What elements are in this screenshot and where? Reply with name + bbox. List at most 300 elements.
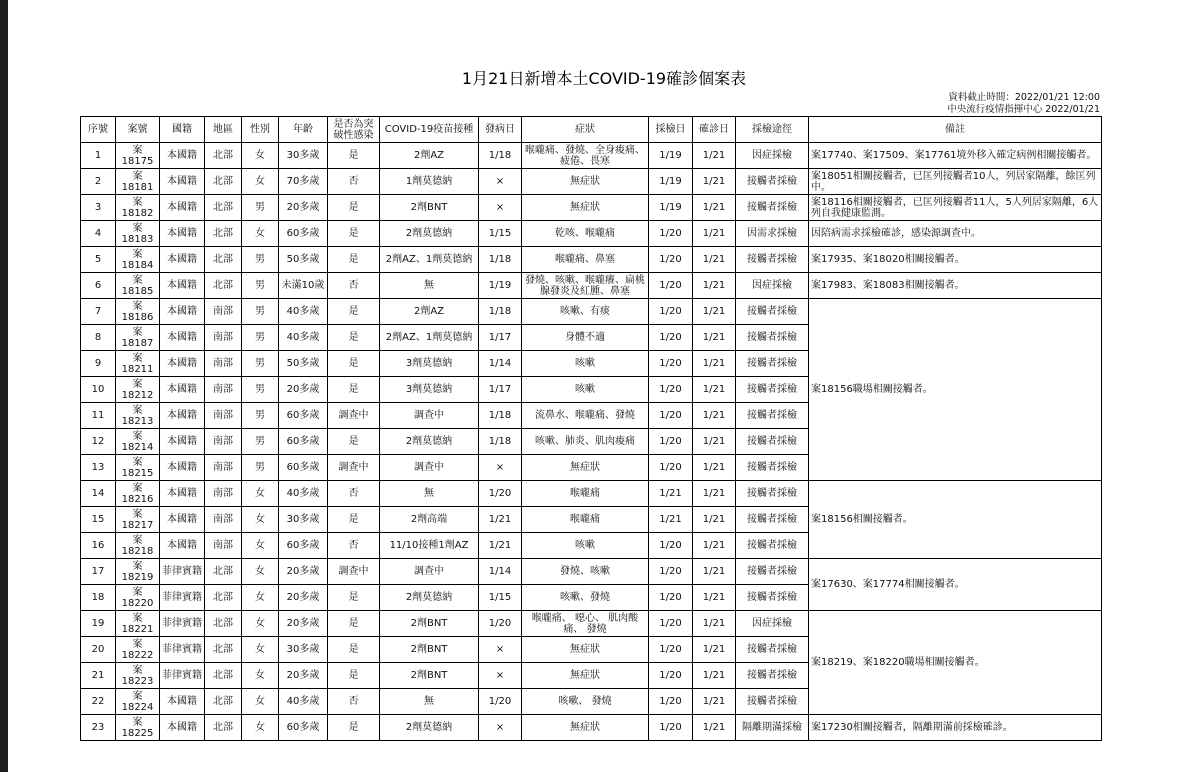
confirm-date-cell: 1/21 bbox=[693, 507, 736, 533]
vaccine-doses-cell: 無 bbox=[380, 481, 479, 507]
note-cell: 案18156職場相關接觸者。 bbox=[809, 299, 1102, 481]
confirm-date-cell: 1/21 bbox=[693, 143, 736, 169]
nationality-cell: 本國籍 bbox=[160, 273, 205, 299]
symptoms-cell: 無症狀 bbox=[522, 637, 649, 663]
case-id-cell: 案18185 bbox=[116, 273, 160, 299]
header-cell: 是否為突破性感染 bbox=[328, 117, 380, 143]
onset-date-cell: 1/17 bbox=[479, 325, 522, 351]
vaccine-doses-cell: 調查中 bbox=[380, 455, 479, 481]
symptoms-cell: 身體不適 bbox=[522, 325, 649, 351]
test-route-cell: 接觸者採檢 bbox=[736, 377, 809, 403]
symptoms-cell: 咳嗽 bbox=[522, 533, 649, 559]
test-date-cell: 1/20 bbox=[649, 637, 693, 663]
sex-cell: 女 bbox=[242, 221, 279, 247]
row-number-cell: 17 bbox=[81, 559, 116, 585]
sex-cell: 女 bbox=[242, 481, 279, 507]
test-date-cell: 1/20 bbox=[649, 715, 693, 741]
vaccine-doses-cell: 2劑AZ、1劑莫德納 bbox=[380, 325, 479, 351]
case-id-cell: 案18183 bbox=[116, 221, 160, 247]
nationality-cell: 菲律賓籍 bbox=[160, 559, 205, 585]
row-number-cell: 3 bbox=[81, 195, 116, 221]
region-cell: 南部 bbox=[205, 455, 242, 481]
symptoms-cell: 發燒、咳嗽 bbox=[522, 559, 649, 585]
case-id-cell: 案18187 bbox=[116, 325, 160, 351]
nationality-cell: 本國籍 bbox=[160, 221, 205, 247]
confirm-date-cell: 1/21 bbox=[693, 585, 736, 611]
viewer-frame-edge bbox=[0, 0, 8, 772]
note-cell: 案17983、案18083相關接觸者。 bbox=[809, 273, 1102, 299]
nationality-cell: 本國籍 bbox=[160, 403, 205, 429]
case-id-cell: 案18217 bbox=[116, 507, 160, 533]
sex-cell: 女 bbox=[242, 169, 279, 195]
confirm-date-cell: 1/21 bbox=[693, 715, 736, 741]
vaccine-doses-cell: 無 bbox=[380, 273, 479, 299]
table-row bbox=[81, 195, 1102, 221]
nationality-cell: 本國籍 bbox=[160, 715, 205, 741]
confirm-date-cell: 1/21 bbox=[693, 403, 736, 429]
sex-cell: 女 bbox=[242, 715, 279, 741]
age-group-cell: 20多歲 bbox=[279, 585, 328, 611]
test-date-cell: 1/19 bbox=[649, 195, 693, 221]
nationality-cell: 本國籍 bbox=[160, 169, 205, 195]
row-number-cell: 15 bbox=[81, 507, 116, 533]
breakthrough-status-cell: 是 bbox=[328, 585, 380, 611]
breakthrough-status-cell: 否 bbox=[328, 533, 380, 559]
test-route-cell: 接觸者採檢 bbox=[736, 299, 809, 325]
breakthrough-status-cell: 是 bbox=[328, 715, 380, 741]
table-body bbox=[81, 143, 1102, 741]
age-group-cell: 20多歲 bbox=[279, 663, 328, 689]
table-row bbox=[81, 299, 1102, 325]
symptoms-cell: 咳嗽 bbox=[522, 377, 649, 403]
case-id-cell: 案18225 bbox=[116, 715, 160, 741]
confirm-date-cell: 1/21 bbox=[693, 325, 736, 351]
test-date-cell: 1/20 bbox=[649, 351, 693, 377]
header-cell: COVID-19疫苗接種 bbox=[380, 117, 479, 143]
nationality-cell: 菲律賓籍 bbox=[160, 637, 205, 663]
header-cell: 年齡 bbox=[279, 117, 328, 143]
case-id-cell: 案18211 bbox=[116, 351, 160, 377]
age-group-cell: 60多歲 bbox=[279, 715, 328, 741]
test-date-cell: 1/20 bbox=[649, 689, 693, 715]
row-number-cell: 10 bbox=[81, 377, 116, 403]
breakthrough-status-cell: 調查中 bbox=[328, 559, 380, 585]
vaccine-doses-cell: 2劑BNT bbox=[380, 663, 479, 689]
age-group-cell: 60多歲 bbox=[279, 403, 328, 429]
breakthrough-status-cell: 是 bbox=[328, 299, 380, 325]
vaccine-doses-cell: 無 bbox=[380, 689, 479, 715]
test-route-cell: 因症採檢 bbox=[736, 273, 809, 299]
row-number-cell: 13 bbox=[81, 455, 116, 481]
header-cell: 案號 bbox=[116, 117, 160, 143]
breakthrough-status-cell: 是 bbox=[328, 325, 380, 351]
region-cell: 南部 bbox=[205, 429, 242, 455]
region-cell: 北部 bbox=[205, 585, 242, 611]
region-cell: 北部 bbox=[205, 689, 242, 715]
table-row bbox=[81, 559, 1102, 585]
breakthrough-status-cell: 是 bbox=[328, 611, 380, 637]
sex-cell: 女 bbox=[242, 663, 279, 689]
nationality-cell: 本國籍 bbox=[160, 481, 205, 507]
breakthrough-status-cell: 是 bbox=[328, 247, 380, 273]
row-number-cell: 20 bbox=[81, 637, 116, 663]
test-date-cell: 1/20 bbox=[649, 299, 693, 325]
breakthrough-status-cell: 否 bbox=[328, 169, 380, 195]
nationality-cell: 本國籍 bbox=[160, 143, 205, 169]
case-id-cell: 案18220 bbox=[116, 585, 160, 611]
onset-date-cell: 1/20 bbox=[479, 481, 522, 507]
nationality-cell: 本國籍 bbox=[160, 429, 205, 455]
vaccine-doses-cell: 調查中 bbox=[380, 559, 479, 585]
sex-cell: 男 bbox=[242, 247, 279, 273]
case-id-cell: 案18213 bbox=[116, 403, 160, 429]
row-number-cell: 4 bbox=[81, 221, 116, 247]
breakthrough-status-cell: 否 bbox=[328, 481, 380, 507]
test-route-cell: 接觸者採檢 bbox=[736, 195, 809, 221]
vaccine-doses-cell: 2劑莫德納 bbox=[380, 585, 479, 611]
nationality-cell: 本國籍 bbox=[160, 247, 205, 273]
test-date-cell: 1/20 bbox=[649, 663, 693, 689]
age-group-cell: 50多歲 bbox=[279, 351, 328, 377]
onset-date-cell: 1/14 bbox=[479, 351, 522, 377]
age-group-cell: 40多歲 bbox=[279, 325, 328, 351]
row-number-cell: 1 bbox=[81, 143, 116, 169]
age-group-cell: 30多歲 bbox=[279, 637, 328, 663]
case-id-cell: 案18215 bbox=[116, 455, 160, 481]
table-row bbox=[81, 273, 1102, 299]
onset-date-cell: 1/18 bbox=[479, 143, 522, 169]
symptoms-cell: 喉嚨痛 bbox=[522, 507, 649, 533]
breakthrough-status-cell: 否 bbox=[328, 689, 380, 715]
confirm-date-cell: 1/21 bbox=[693, 611, 736, 637]
test-route-cell: 因症採檢 bbox=[736, 143, 809, 169]
case-id-cell: 案18186 bbox=[116, 299, 160, 325]
cases-table bbox=[80, 116, 1102, 741]
document-page bbox=[8, 0, 1200, 772]
table-row bbox=[81, 481, 1102, 507]
source-line: 中央流行疫情指揮中心 2022/01/21 bbox=[947, 104, 1100, 115]
onset-date-cell: × bbox=[479, 715, 522, 741]
header-cell: 備註 bbox=[809, 117, 1102, 143]
case-id-cell: 案18223 bbox=[116, 663, 160, 689]
header-cell: 確診日 bbox=[693, 117, 736, 143]
header-cell: 症狀 bbox=[522, 117, 649, 143]
sex-cell: 女 bbox=[242, 637, 279, 663]
vaccine-doses-cell: 2劑莫德納 bbox=[380, 221, 479, 247]
nationality-cell: 菲律賓籍 bbox=[160, 663, 205, 689]
nationality-cell: 本國籍 bbox=[160, 689, 205, 715]
confirm-date-cell: 1/21 bbox=[693, 195, 736, 221]
confirm-date-cell: 1/21 bbox=[693, 455, 736, 481]
page-title: 1月21日新增本土COVID-19確診個案表 bbox=[461, 69, 747, 88]
region-cell: 南部 bbox=[205, 507, 242, 533]
confirm-date-cell: 1/21 bbox=[693, 689, 736, 715]
symptoms-cell: 咳嗽、發燒 bbox=[522, 585, 649, 611]
row-number-cell: 2 bbox=[81, 169, 116, 195]
breakthrough-status-cell: 是 bbox=[328, 377, 380, 403]
sex-cell: 男 bbox=[242, 429, 279, 455]
nationality-cell: 本國籍 bbox=[160, 533, 205, 559]
sex-cell: 女 bbox=[242, 533, 279, 559]
onset-date-cell: 1/15 bbox=[479, 585, 522, 611]
sex-cell: 男 bbox=[242, 273, 279, 299]
sex-cell: 女 bbox=[242, 143, 279, 169]
region-cell: 北部 bbox=[205, 143, 242, 169]
test-route-cell: 接觸者採檢 bbox=[736, 559, 809, 585]
onset-date-cell: 1/18 bbox=[479, 403, 522, 429]
row-number-cell: 11 bbox=[81, 403, 116, 429]
age-group-cell: 20多歲 bbox=[279, 611, 328, 637]
symptoms-cell: 無症狀 bbox=[522, 715, 649, 741]
region-cell: 南部 bbox=[205, 325, 242, 351]
case-id-cell: 案18221 bbox=[116, 611, 160, 637]
row-number-cell: 22 bbox=[81, 689, 116, 715]
row-number-cell: 19 bbox=[81, 611, 116, 637]
symptoms-cell: 乾咳、喉嚨痛 bbox=[522, 221, 649, 247]
test-route-cell: 接觸者採檢 bbox=[736, 533, 809, 559]
nationality-cell: 本國籍 bbox=[160, 507, 205, 533]
header-cell: 採檢日 bbox=[649, 117, 693, 143]
onset-date-cell: 1/20 bbox=[479, 689, 522, 715]
test-route-cell: 接觸者採檢 bbox=[736, 351, 809, 377]
region-cell: 北部 bbox=[205, 715, 242, 741]
note-cell: 案18051相關接觸者，已匡列接觸者10人，列居家隔離，餘匡列中。 bbox=[809, 169, 1102, 195]
confirm-date-cell: 1/21 bbox=[693, 273, 736, 299]
symptoms-cell: 咳嗽、肺炎、肌肉痠痛 bbox=[522, 429, 649, 455]
case-id-cell: 案18182 bbox=[116, 195, 160, 221]
test-date-cell: 1/20 bbox=[649, 585, 693, 611]
symptoms-cell: 咳嗽 bbox=[522, 351, 649, 377]
test-route-cell: 接觸者採檢 bbox=[736, 429, 809, 455]
sex-cell: 女 bbox=[242, 611, 279, 637]
symptoms-cell: 無症狀 bbox=[522, 195, 649, 221]
confirm-date-cell: 1/21 bbox=[693, 351, 736, 377]
sex-cell: 女 bbox=[242, 559, 279, 585]
breakthrough-status-cell: 是 bbox=[328, 195, 380, 221]
region-cell: 南部 bbox=[205, 533, 242, 559]
header-cell: 採檢途徑 bbox=[736, 117, 809, 143]
confirm-date-cell: 1/21 bbox=[693, 169, 736, 195]
age-group-cell: 70多歲 bbox=[279, 169, 328, 195]
sex-cell: 女 bbox=[242, 689, 279, 715]
header-cell: 性別 bbox=[242, 117, 279, 143]
confirm-date-cell: 1/21 bbox=[693, 221, 736, 247]
breakthrough-status-cell: 是 bbox=[328, 663, 380, 689]
confirm-date-cell: 1/21 bbox=[693, 429, 736, 455]
test-date-cell: 1/20 bbox=[649, 247, 693, 273]
symptoms-cell: 喉嚨痛 bbox=[522, 481, 649, 507]
row-number-cell: 23 bbox=[81, 715, 116, 741]
age-group-cell: 60多歲 bbox=[279, 533, 328, 559]
test-date-cell: 1/20 bbox=[649, 325, 693, 351]
sex-cell: 女 bbox=[242, 585, 279, 611]
test-route-cell: 因症採檢 bbox=[736, 611, 809, 637]
note-cell: 因陪病需求採檢確診，感染源調查中。 bbox=[809, 221, 1102, 247]
nationality-cell: 本國籍 bbox=[160, 325, 205, 351]
region-cell: 北部 bbox=[205, 221, 242, 247]
row-number-cell: 8 bbox=[81, 325, 116, 351]
confirm-date-cell: 1/21 bbox=[693, 637, 736, 663]
test-date-cell: 1/20 bbox=[649, 403, 693, 429]
test-route-cell: 接觸者採檢 bbox=[736, 689, 809, 715]
test-route-cell: 接觸者採檢 bbox=[736, 507, 809, 533]
nationality-cell: 本國籍 bbox=[160, 351, 205, 377]
symptoms-cell: 咳嗽、 發燒 bbox=[522, 689, 649, 715]
note-cell: 案17630、案17774相關接觸者。 bbox=[809, 559, 1102, 611]
symptoms-cell: 流鼻水、喉嚨痛、發燒 bbox=[522, 403, 649, 429]
breakthrough-status-cell: 是 bbox=[328, 351, 380, 377]
row-number-cell: 5 bbox=[81, 247, 116, 273]
row-number-cell: 12 bbox=[81, 429, 116, 455]
row-number-cell: 7 bbox=[81, 299, 116, 325]
test-route-cell: 隔離期滿採檢 bbox=[736, 715, 809, 741]
confirm-date-cell: 1/21 bbox=[693, 481, 736, 507]
note-cell: 案17740、案17509、案17761境外移入確定病例相關接觸者。 bbox=[809, 143, 1102, 169]
sex-cell: 男 bbox=[242, 403, 279, 429]
region-cell: 南部 bbox=[205, 403, 242, 429]
region-cell: 南部 bbox=[205, 351, 242, 377]
vaccine-doses-cell: 1劑莫德納 bbox=[380, 169, 479, 195]
nationality-cell: 本國籍 bbox=[160, 299, 205, 325]
case-id-cell: 案18175 bbox=[116, 143, 160, 169]
age-group-cell: 40多歲 bbox=[279, 689, 328, 715]
header-row bbox=[81, 117, 1102, 143]
note-cell: 案17230相關接觸者，隔離期滿前採檢確診。 bbox=[809, 715, 1102, 741]
confirm-date-cell: 1/21 bbox=[693, 299, 736, 325]
region-cell: 北部 bbox=[205, 169, 242, 195]
note-cell: 案17935、案18020相關接觸者。 bbox=[809, 247, 1102, 273]
vaccine-doses-cell: 2劑BNT bbox=[380, 611, 479, 637]
symptoms-cell: 咳嗽、有痰 bbox=[522, 299, 649, 325]
test-date-cell: 1/20 bbox=[649, 429, 693, 455]
vaccine-doses-cell: 2劑BNT bbox=[380, 195, 479, 221]
region-cell: 南部 bbox=[205, 377, 242, 403]
table-row bbox=[81, 247, 1102, 273]
row-number-cell: 9 bbox=[81, 351, 116, 377]
symptoms-cell: 無症狀 bbox=[522, 663, 649, 689]
test-date-cell: 1/20 bbox=[649, 273, 693, 299]
test-route-cell: 接觸者採檢 bbox=[736, 481, 809, 507]
test-date-cell: 1/20 bbox=[649, 455, 693, 481]
test-date-cell: 1/21 bbox=[649, 481, 693, 507]
age-group-cell: 50多歲 bbox=[279, 247, 328, 273]
header-cell: 國籍 bbox=[160, 117, 205, 143]
vaccine-doses-cell: 調查中 bbox=[380, 403, 479, 429]
row-number-cell: 18 bbox=[81, 585, 116, 611]
region-cell: 北部 bbox=[205, 663, 242, 689]
data-cutoff-time: 資料截止時間：2022/01/21 12:00 bbox=[948, 92, 1100, 103]
note-cell: 案18219、案18220職場相關接觸者。 bbox=[809, 611, 1102, 715]
vaccine-doses-cell: 3劑莫德納 bbox=[380, 351, 479, 377]
test-route-cell: 接觸者採檢 bbox=[736, 403, 809, 429]
test-route-cell: 因需求採檢 bbox=[736, 221, 809, 247]
onset-date-cell: 1/18 bbox=[479, 429, 522, 455]
breakthrough-status-cell: 調查中 bbox=[328, 403, 380, 429]
confirm-date-cell: 1/21 bbox=[693, 377, 736, 403]
symptoms-cell: 喉嚨痛、 噁心、 肌肉酸痛、 發燒 bbox=[522, 611, 649, 637]
case-id-cell: 案18216 bbox=[116, 481, 160, 507]
case-id-cell: 案18212 bbox=[116, 377, 160, 403]
test-date-cell: 1/19 bbox=[649, 169, 693, 195]
region-cell: 南部 bbox=[205, 299, 242, 325]
onset-date-cell: 1/17 bbox=[479, 377, 522, 403]
vaccine-doses-cell: 2劑AZ、1劑莫德納 bbox=[380, 247, 479, 273]
test-date-cell: 1/20 bbox=[649, 533, 693, 559]
table-row bbox=[81, 715, 1102, 741]
table-row bbox=[81, 169, 1102, 195]
vaccine-doses-cell: 2劑高端 bbox=[380, 507, 479, 533]
breakthrough-status-cell: 是 bbox=[328, 429, 380, 455]
age-group-cell: 60多歲 bbox=[279, 429, 328, 455]
note-cell: 案18116相關接觸者，已匡列接觸者11人，5人列居家隔離，6人列自我健康監測。 bbox=[809, 195, 1102, 221]
age-group-cell: 60多歲 bbox=[279, 221, 328, 247]
nationality-cell: 本國籍 bbox=[160, 455, 205, 481]
region-cell: 北部 bbox=[205, 195, 242, 221]
symptoms-cell: 發燒、咳嗽、喉嚨癢、扁桃腺發炎及紅腫、鼻塞 bbox=[522, 273, 649, 299]
row-number-cell: 6 bbox=[81, 273, 116, 299]
sex-cell: 男 bbox=[242, 351, 279, 377]
age-group-cell: 30多歲 bbox=[279, 143, 328, 169]
nationality-cell: 本國籍 bbox=[160, 195, 205, 221]
age-group-cell: 40多歲 bbox=[279, 299, 328, 325]
age-group-cell: 20多歲 bbox=[279, 195, 328, 221]
breakthrough-status-cell: 調查中 bbox=[328, 455, 380, 481]
breakthrough-status-cell: 是 bbox=[328, 507, 380, 533]
row-number-cell: 21 bbox=[81, 663, 116, 689]
onset-date-cell: × bbox=[479, 637, 522, 663]
row-number-cell: 14 bbox=[81, 481, 116, 507]
onset-date-cell: 1/18 bbox=[479, 299, 522, 325]
nationality-cell: 菲律賓籍 bbox=[160, 611, 205, 637]
confirm-date-cell: 1/21 bbox=[693, 247, 736, 273]
test-route-cell: 接觸者採檢 bbox=[736, 637, 809, 663]
vaccine-doses-cell: 2劑AZ bbox=[380, 143, 479, 169]
sex-cell: 男 bbox=[242, 195, 279, 221]
test-route-cell: 接觸者採檢 bbox=[736, 169, 809, 195]
breakthrough-status-cell: 是 bbox=[328, 221, 380, 247]
sex-cell: 女 bbox=[242, 507, 279, 533]
nationality-cell: 菲律賓籍 bbox=[160, 585, 205, 611]
onset-date-cell: 1/14 bbox=[479, 559, 522, 585]
test-route-cell: 接觸者採檢 bbox=[736, 585, 809, 611]
onset-date-cell: 1/21 bbox=[479, 533, 522, 559]
sex-cell: 男 bbox=[242, 377, 279, 403]
case-id-cell: 案18184 bbox=[116, 247, 160, 273]
header-cell: 地區 bbox=[205, 117, 242, 143]
vaccine-doses-cell: 2劑AZ bbox=[380, 299, 479, 325]
vaccine-doses-cell: 2劑BNT bbox=[380, 637, 479, 663]
region-cell: 北部 bbox=[205, 637, 242, 663]
vaccine-doses-cell: 3劑莫德納 bbox=[380, 377, 479, 403]
onset-date-cell: × bbox=[479, 169, 522, 195]
table-row bbox=[81, 221, 1102, 247]
sex-cell: 男 bbox=[242, 325, 279, 351]
confirm-date-cell: 1/21 bbox=[693, 533, 736, 559]
case-id-cell: 案18214 bbox=[116, 429, 160, 455]
table-row bbox=[81, 143, 1102, 169]
region-cell: 北部 bbox=[205, 611, 242, 637]
row-number-cell: 16 bbox=[81, 533, 116, 559]
age-group-cell: 未滿10歲 bbox=[279, 273, 328, 299]
region-cell: 北部 bbox=[205, 559, 242, 585]
test-date-cell: 1/20 bbox=[649, 221, 693, 247]
test-date-cell: 1/20 bbox=[649, 559, 693, 585]
case-id-cell: 案18222 bbox=[116, 637, 160, 663]
onset-date-cell: 1/18 bbox=[479, 247, 522, 273]
confirm-date-cell: 1/21 bbox=[693, 663, 736, 689]
age-group-cell: 30多歲 bbox=[279, 507, 328, 533]
test-route-cell: 接觸者採檢 bbox=[736, 247, 809, 273]
